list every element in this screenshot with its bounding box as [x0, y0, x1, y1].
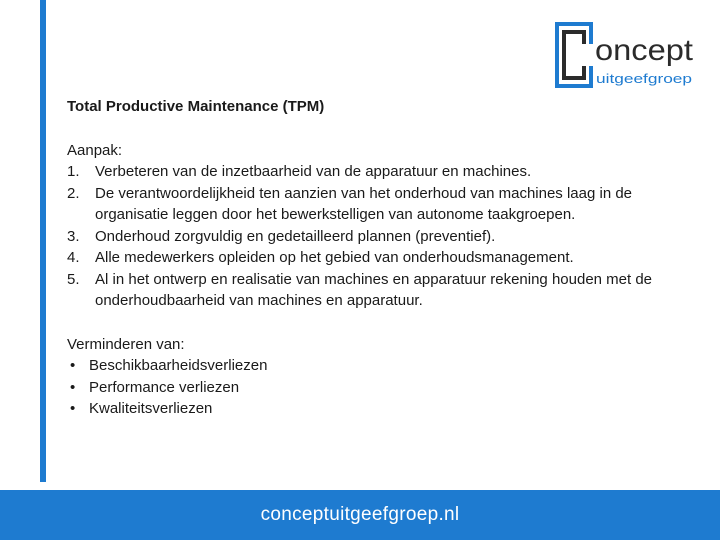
slide-content	[67, 96, 707, 420]
list-item: • Performance verliezen	[70, 378, 240, 396]
list-item: 3. Onderhoud zorgvuldig en gedetailleerd plannen (preventief).	[67, 227, 496, 245]
list-item: 1. Verbeteren van de inzetbaarheid van de apparatuur en machines.	[67, 163, 532, 180]
concept-logo	[555, 20, 697, 90]
list-item: • Kwaliteitsverliezen	[70, 400, 213, 417]
list-item: 5. Al in het ontwerp en realisatie van machines en apparatuur rekening houden met de onderhoudbaarheid van machines en apparatuur.	[67, 270, 653, 309]
footer-bar	[0, 490, 720, 540]
verminderen-label: Verminderen van:	[67, 335, 185, 353]
footer-url[interactable]: conceptuitgeefgroep.nl	[260, 504, 460, 525]
left-accent-bar	[40, 0, 46, 482]
list-item: 4. Alle medewerkers opleiden op het gebied van onderhoudsmanagement.	[67, 249, 574, 266]
list-item: 2. De verantwoordelijkheid ten aanzien van het onderhoud van machines laag in de organisatie leggen door het bewerkstelligen van autonome taakgroepen.	[67, 184, 633, 223]
logo-sub-text: uitgeefgroep	[596, 71, 692, 86]
losses-list	[67, 355, 707, 420]
steps-list	[67, 161, 707, 312]
logo-main-text: oncept	[595, 34, 694, 67]
aanpak-label: Aanpak:	[67, 141, 123, 159]
page-title: Total Productive Maintenance (TPM)	[67, 98, 325, 115]
list-item: • Beschikbaarheidsverliezen	[70, 357, 268, 374]
